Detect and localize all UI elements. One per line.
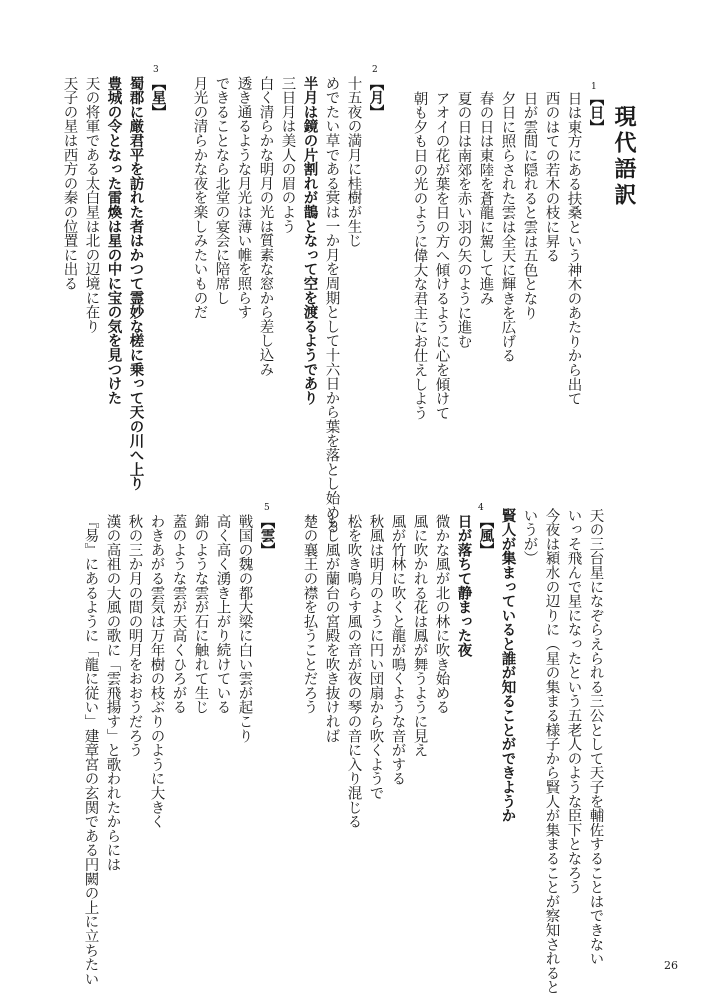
section-number: 4: [478, 503, 484, 513]
text-line: 夕日に照らされた雲は全天に輝きを広げる: [499, 91, 516, 363]
text-line: 白く清らかな明月の光は質素な窓から差し込み: [257, 76, 274, 377]
text-line: 日は東方にある扶桑という神木のあたりから出て: [565, 91, 582, 406]
text-line: 高く高く湧き上がり続けている: [214, 514, 231, 715]
text-line: 風に吹かれる花は鳳が舞うように見え: [411, 514, 428, 758]
text-line: いっそ飛んで星になったという五老人のような臣下となろう: [565, 508, 582, 895]
text-line: 半月は鏡の片割れが鵲となって空を渡るようであり: [301, 76, 319, 405]
section-heading: 【雲】: [258, 514, 276, 557]
text-line: 日が雲間に隠れると雲は五色となり: [521, 91, 538, 320]
text-line: 西のはての若木の枝に昇る: [543, 91, 560, 263]
text-line: わきあがる雲気は万年樹の枝ぶりのように大きく: [148, 514, 165, 829]
text-line: 松を吹き鳴らす風の音が夜の琴の音に入り混じる: [345, 514, 362, 829]
text-line: 天の将軍である太白星は北の辺境に在り: [83, 76, 100, 334]
text-line: 天子の星は西方の秦の位置に出る: [61, 76, 78, 291]
text-line: 十五夜の満月に桂樹が生じ: [345, 76, 362, 248]
text-line: 微かな風が北の林に吹き始める: [433, 514, 450, 715]
text-line: 賢人が集まっていると誰が知ることができようか: [499, 508, 517, 823]
text-line: 透き通るような月光は薄い帷を照らす: [235, 76, 252, 320]
text-line: 月光の清らかな夜を楽しみたいものだ: [191, 76, 208, 320]
text-line: 風が竹林に吹くと龍が鳴くような音がする: [389, 514, 406, 786]
text-line: 今夜は潁水の辺りに（星の集まる様子から賢人が集まることが察知されると: [543, 508, 560, 995]
text-line: 三日月は美人の眉のよう: [279, 76, 296, 234]
text-line: 夏の日は南郊を赤い羽の矢のように進む: [455, 91, 472, 349]
text-line: 蓋のような雲が天高くひろがる: [170, 514, 187, 715]
text-line: 豊城の令となった雷煥は星の中に宝の気を見つけた: [105, 76, 123, 405]
section-heading: 【日】: [587, 91, 605, 134]
text-line: 日が落ちて静まった夜: [455, 514, 473, 658]
text-line: もし風が蘭台の宮殿を吹き抜ければ: [323, 514, 340, 743]
section-heading: 【星】: [149, 76, 167, 119]
page-number: 26: [664, 959, 678, 972]
text-line: 漢の高祖の大風の歌に「雲飛揚す」と歌われたからには: [104, 514, 121, 872]
page-title: 現代語訳: [611, 105, 637, 209]
text-line: できることなら北堂の宴会に陪席し: [213, 76, 230, 305]
text-line: 秋風は明月のように円い団扇から吹くようで: [367, 514, 384, 801]
text-line: アオイの花が葉を日の方へ傾けるように心を傾けて: [433, 91, 450, 420]
text-line: 蜀郡に厳君平を訪れた者はかつて霊妙な槎に乗って天の川へ上り: [127, 76, 145, 491]
section-number: 5: [264, 503, 270, 513]
text-line: 戦国の魏の都大梁に白い雲が起こり: [236, 514, 253, 743]
text-line: めでたい草である蓂は一か月を周期として十六日から葉を落とし始める: [323, 76, 340, 534]
text-line: 錦のような雲が石に触れて生じ: [192, 514, 209, 715]
section-number: 1: [591, 82, 597, 92]
section-heading: 【風】: [477, 514, 495, 557]
text-line: 春の日は東陸を蒼龍に駕して進み: [477, 91, 494, 306]
text-line: 秋の三か月の間の明月をおおうだろう: [126, 514, 143, 758]
text-line: 『易』にあるように「龍に従い」建章宮の玄関である円闕の上に立ちたい: [82, 514, 99, 986]
text-line: 天の三台星になぞらえられる三公として天子を輔佐することはできない: [587, 508, 604, 966]
section-number: 2: [372, 65, 378, 75]
section-number: 3: [153, 65, 159, 75]
text-line: 楚の襄王の襟を払うことだろう: [301, 514, 318, 715]
text-line: いうが）: [521, 508, 538, 566]
text-line: 朝も夕も日の光のように偉大な君主にお仕えしよう: [411, 91, 428, 420]
section-heading: 【月】: [367, 76, 385, 119]
